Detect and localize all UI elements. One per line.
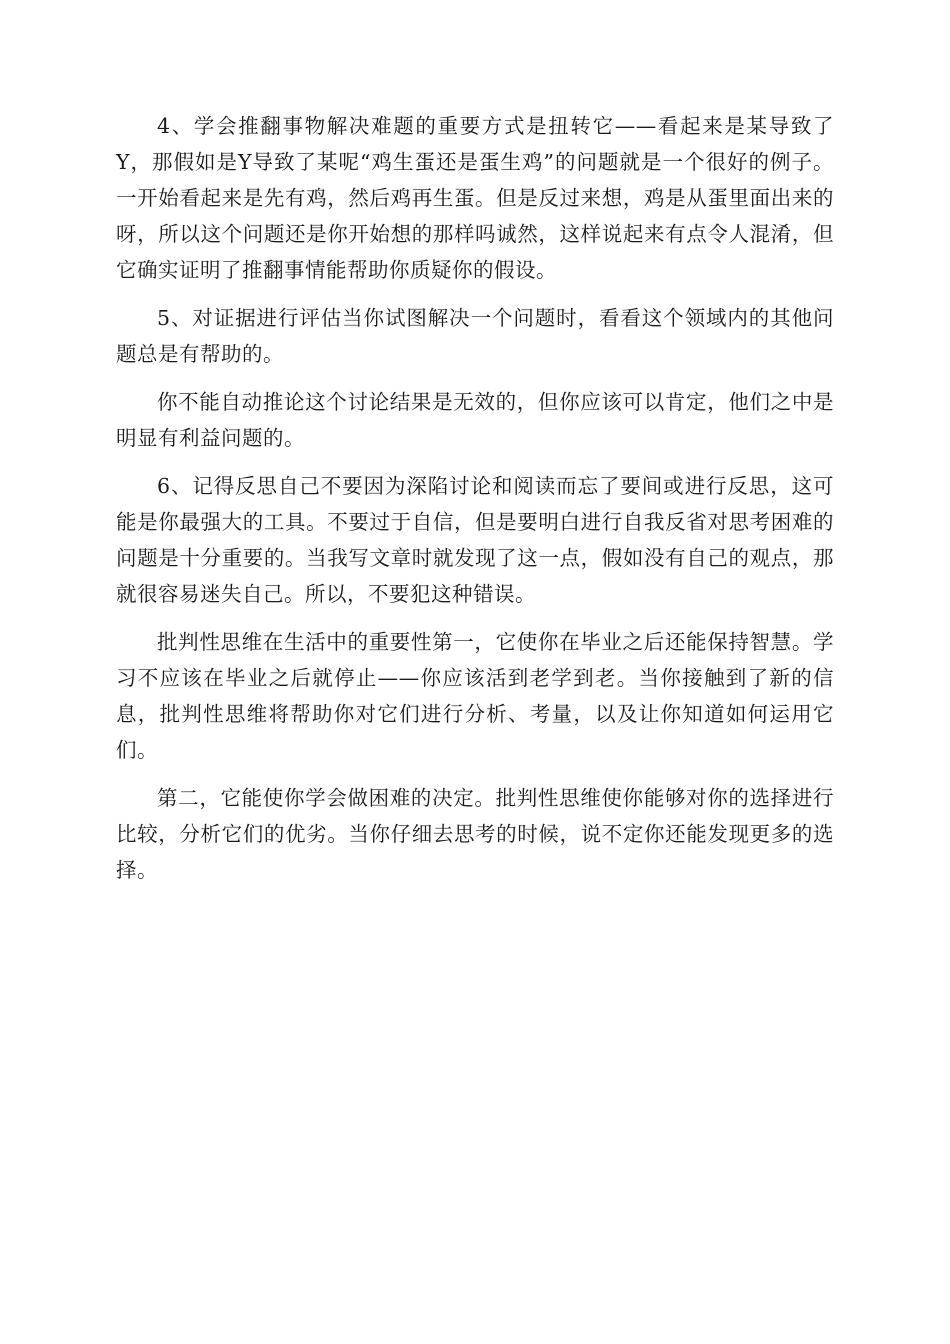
paragraph-importance-first: 批判性思维在生活中的重要性第一，它使你在毕业之后还能保持智慧。学习不应该在毕业之后就停止——你应该活到老学到老。当你接触到了新的信息，批判性思维将帮助你对它们进行分析、考量，以及让你知道如何运用它们。 xyxy=(116,630,834,762)
paragraph-point-6: 6、记得反思自己不要因为深陷讨论和阅读而忘了要间或进行反思，这可能是你最强大的工具。不要过于自信，但是要明白进行自我反省对思考困难的问题是十分重要的。当我写文章时就发现了这一点，假如没有自己的观点，那就很容易迷失自己。所以，不要犯这种错误。 xyxy=(116,474,834,606)
paragraph-point-4: 4、学会推翻事物解决难题的重要方式是扭转它——看起来是某导致了Y，那假如是Y导致了某呢“鸡生蛋还是蛋生鸡”的问题就是一个很好的例子。一开始看起来是先有鸡，然后鸡再生蛋。但是反过来想，鸡是从蛋里面出来的呀，所以这个问题还是你开始想的那样吗诚然，这样说起来有点令人混淆，但它确实证明了推翻事情能帮助你质疑你的假设。 xyxy=(116,114,834,282)
paragraph-point-5: 5、对证据进行评估当你试图解决一个问题时，看看这个领域内的其他问题总是有帮助的。 xyxy=(116,306,834,366)
paragraph-importance-second: 第二，它能使你学会做困难的决定。批判性思维使你能够对你的选择进行比较，分析它们的优劣。当你仔细去思考的时候，说不定你还能发现更多的选择。 xyxy=(116,786,834,882)
document-page xyxy=(116,108,834,900)
paragraph-evidence-note: 你不能自动推论这个讨论结果是无效的，但你应该可以肯定，他们之中是明显有利益问题的。 xyxy=(116,390,834,450)
